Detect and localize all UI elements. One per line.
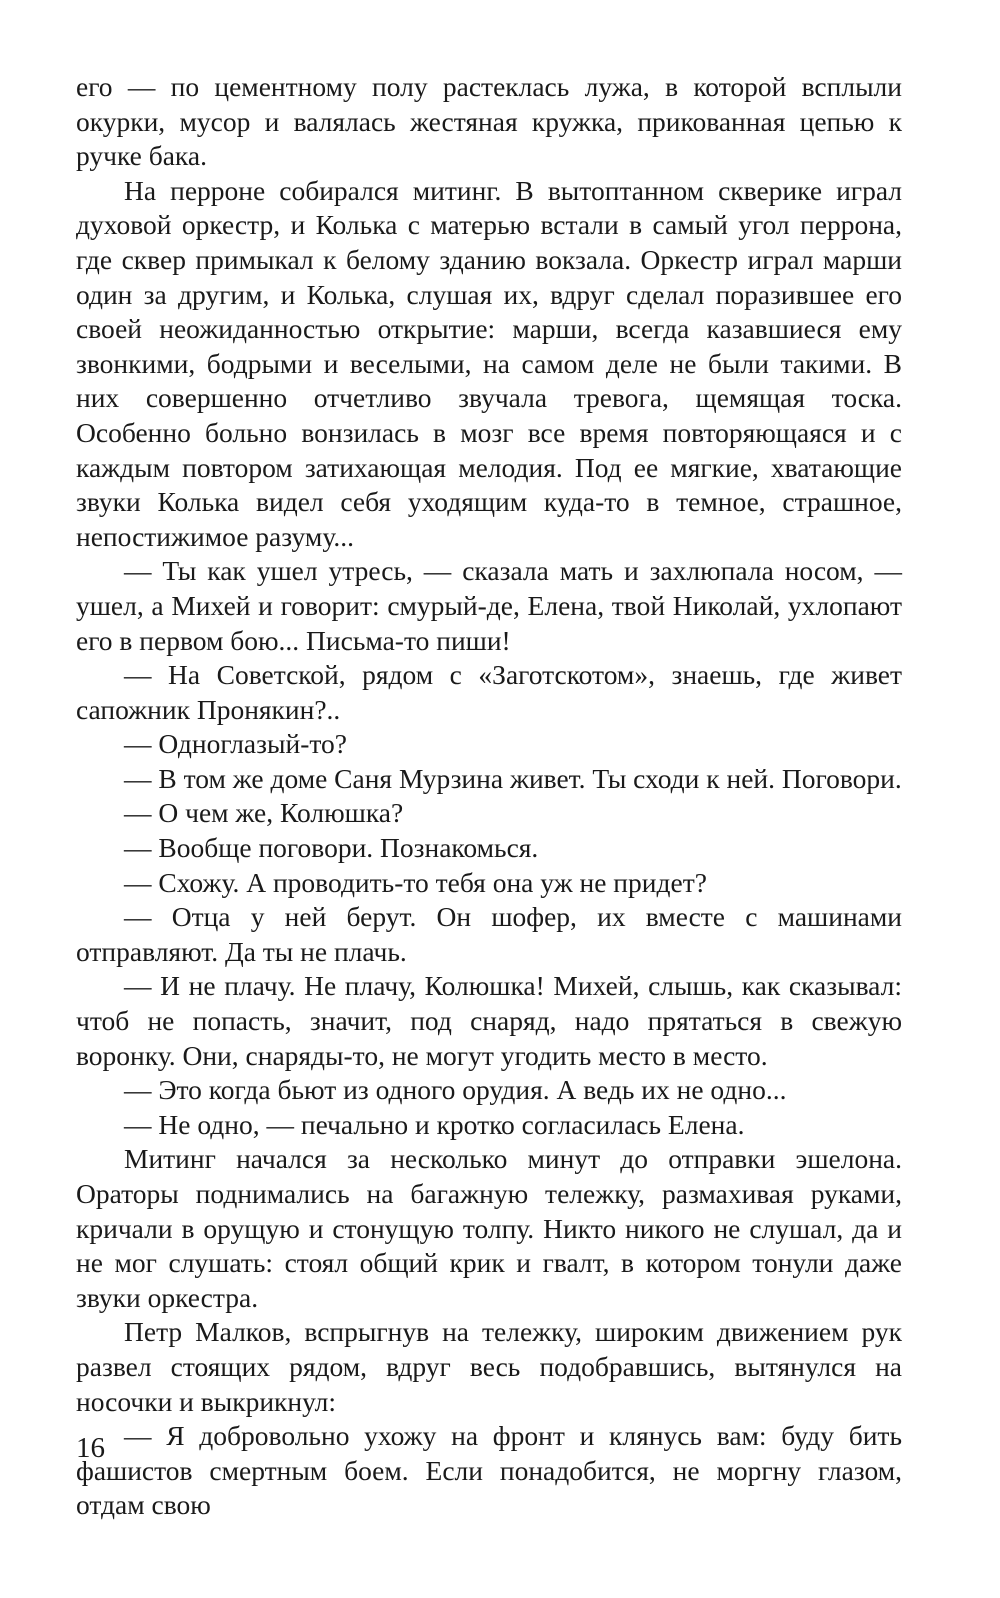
paragraph-continued: его — по цементному полу растеклась лужа, в которой всплыли окурки, мусор и валялась жестяная кружка, прикованная цепью к ручке бака. bbox=[76, 71, 902, 172]
paragraph: Петр Малков, вспрыгнув на тележку, широким движением рук развел стоящих рядом, вдруг весь подобравшись, вытянулся на носочки и выкрикнул: bbox=[76, 1316, 902, 1417]
paragraph: Митинг начался за несколько минут до отправки эшелона. Ораторы поднимались на багажную тележку, размахивая руками, кричали в орущую и стонущую толпу. Никто никого не слушал, да и не мог слушать: стоял общий крик и гвалт, в котором тонули даже звуки оркестра. bbox=[76, 1143, 902, 1313]
book-page-text bbox=[76, 70, 902, 1523]
dialogue-line: — Вообще поговори. Познакомься. bbox=[124, 832, 539, 864]
dialogue-line: — О чем же, Колюшка? bbox=[124, 797, 404, 829]
dialogue-line: — Одноглазый-то? bbox=[124, 728, 347, 760]
dialogue-line: — Схожу. А проводить-то тебя она уж не придет? bbox=[124, 866, 707, 898]
page-number: 16 bbox=[76, 1432, 105, 1464]
dialogue-line: — В том же доме Саня Мурзина живет. Ты сходи к ней. Поговори. bbox=[124, 762, 902, 794]
paragraph: На перроне собирался митинг. В вытоптанном скверике играл духовой оркестр, и Колька с матерью встали в самый угол перрона, где сквер примыкал к белому зданию вокзала. Оркестр играл марши один за другим, и Колька, слушая их, вдруг сделал поразившее его своей неожиданностью открытие: марши, всегда казавшиеся ему звонкими, бодрыми и веселыми, на самом деле не были такими. В них совершенно отчетливо звучала тревога, щемящая тоска. Особенно больно вонзилась в мозг все время повторяющаяся и с каждым повтором затихающая мелодия. Под ее мягкие, хватающие звуки Колька видел себя уходящим куда-то в темное, страшное, непостижимое разуму... bbox=[76, 174, 902, 552]
dialogue-line: — И не плачу. Не плачу, Колюшка! Михей, слышь, как сказывал: чтоб не попасть, значит, под снаряд, надо прятаться в свежую воронку. Они, снаряды-то, не могут угодить место в место. bbox=[76, 970, 902, 1071]
dialogue-line: — Отца у ней берут. Он шофер, их вместе с машинами отправляют. Да ты не плачь. bbox=[76, 901, 902, 967]
dialogue-line: — Ты как ушел утресь, — сказала мать и захлюпала носом, — ушел, а Михей и говорит: смурый-де, Елена, твой Николай, ухлопают его в первом бою... Письма-то пиши! bbox=[76, 555, 902, 656]
dialogue-line: — На Советской, рядом с «Заготскотом», знаешь, где живет сапожник Пронякин?.. bbox=[76, 659, 902, 725]
dialogue-line: — Я добровольно ухожу на фронт и клянусь вам: буду бить фашистов смертным боем. Если понадобится, не моргну глазом, отдам свою bbox=[76, 1420, 902, 1521]
dialogue-line: — Не одно, — печально и кротко согласилась Елена. bbox=[124, 1108, 745, 1140]
dialogue-line: — Это когда бьют из одного орудия. А ведь их не одно... bbox=[124, 1074, 787, 1106]
